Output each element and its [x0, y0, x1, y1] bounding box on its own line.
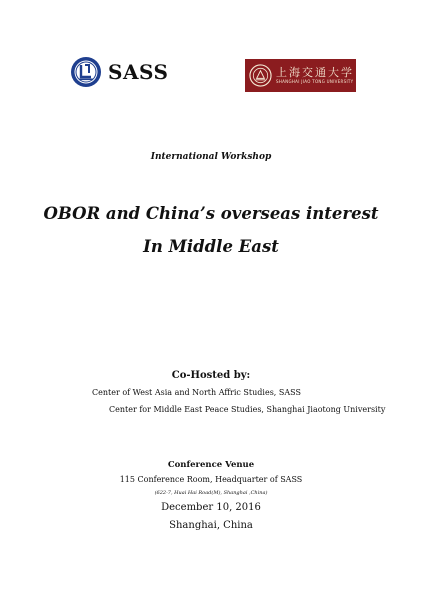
host-item: Center of West Asia and North Affric Studies, SASS — [92, 388, 301, 397]
sjtu-wordmark — [276, 66, 354, 85]
venue-label: Conference Venue — [167, 460, 255, 470]
event-type: International Workshop — [150, 152, 272, 162]
sjtu-logo — [245, 59, 356, 92]
sass-name: SASS — [108, 60, 169, 84]
event-date: December 10, 2016 — [161, 502, 261, 513]
workshop-title-line2: In Middle East — [143, 237, 279, 256]
workshop-title-line1: OBOR and China’s overseas interest — [43, 204, 379, 223]
event-city: Shanghai, China — [169, 520, 253, 531]
sass-emblem-icon — [70, 56, 102, 88]
sjtu-english-name: SHANGHAI JIAO TONG UNIVERSITY — [276, 79, 354, 84]
venue-address: (622-7, Huai Hai Road(M), Shanghai ,China) — [154, 490, 268, 496]
sass-logo — [70, 56, 168, 88]
cohosted-label: Co-Hosted by: — [171, 370, 251, 381]
venue-room: 115 Conference Room, Headquarter of SASS — [119, 475, 303, 484]
sjtu-emblem-icon — [249, 64, 272, 87]
host-item: Center for Middle East Peace Studies, Shanghai Jiaotong University — [109, 405, 386, 414]
sjtu-chinese-name: 上海交通大学 — [276, 66, 354, 79]
